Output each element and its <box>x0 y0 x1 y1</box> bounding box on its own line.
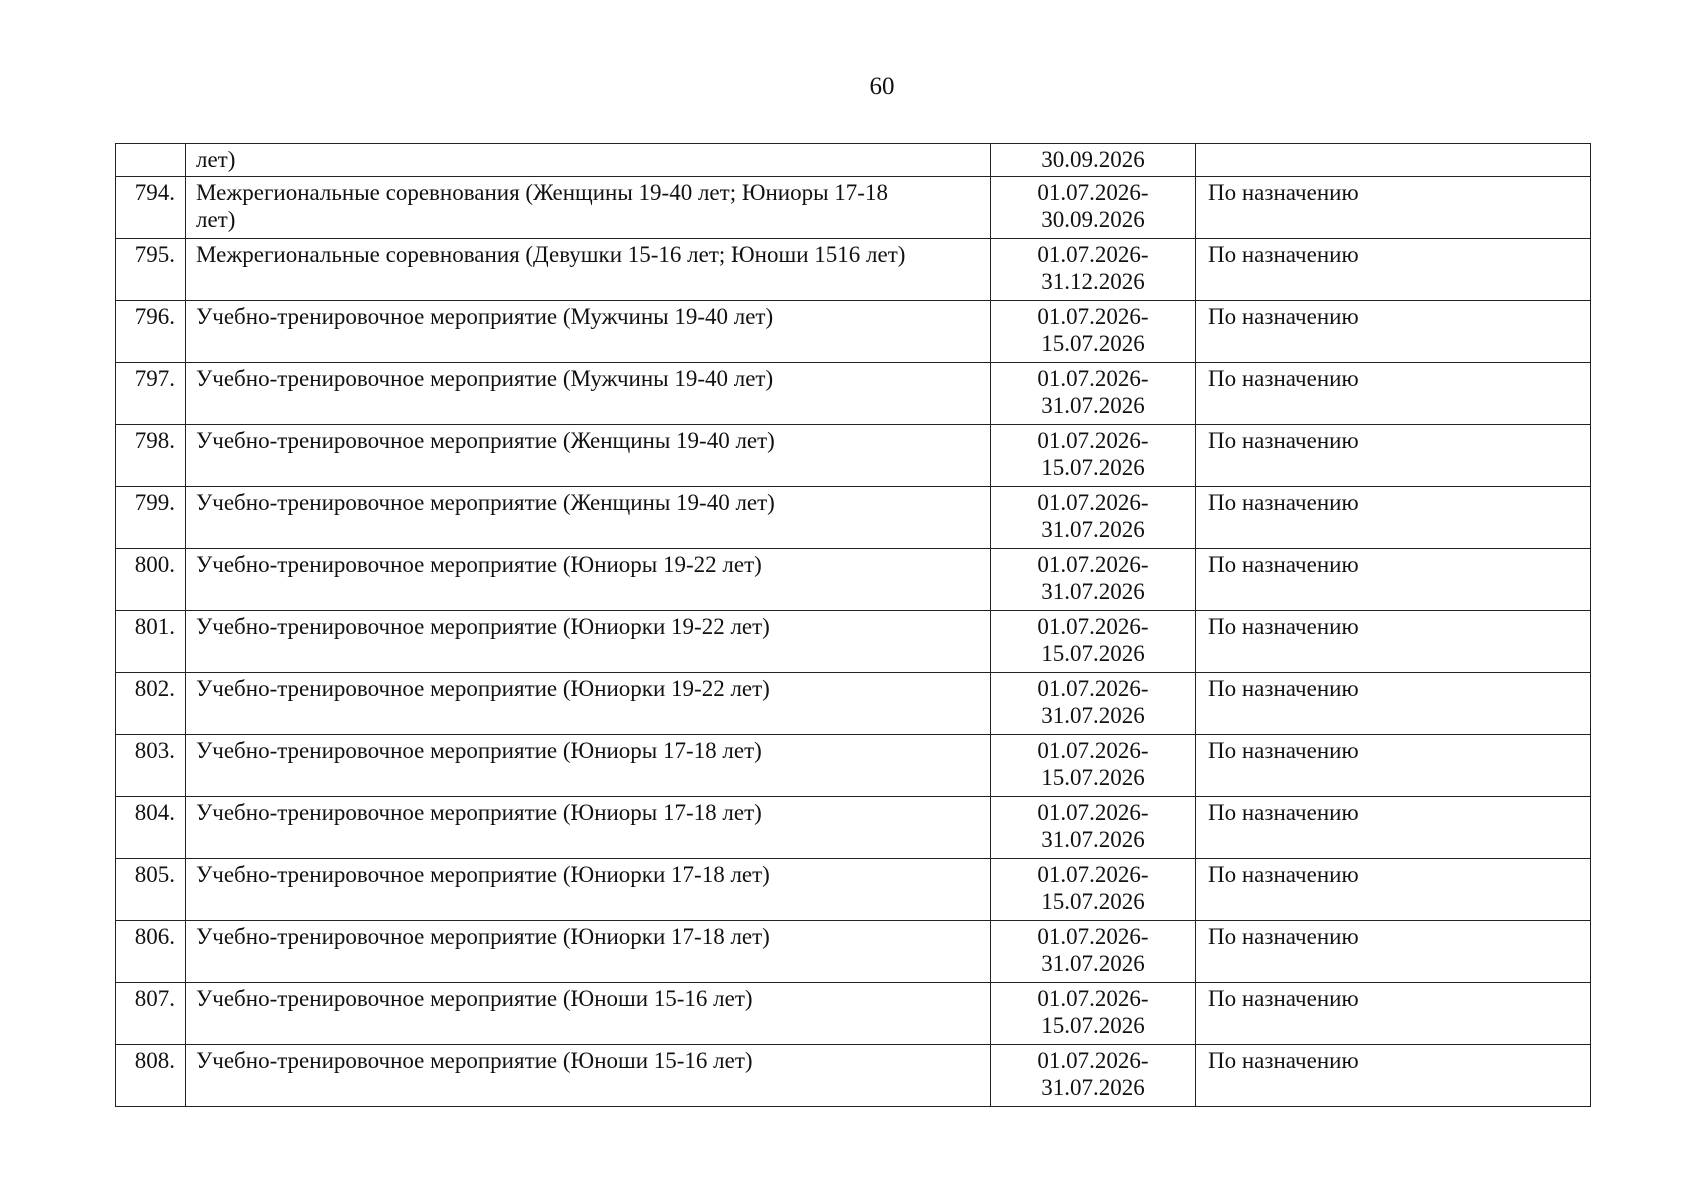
date-end: 15.07.2026 <box>1041 455 1145 480</box>
date-end: 15.07.2026 <box>1041 331 1145 356</box>
event-name-line: Учебно-тренировочное мероприятие (Юниоры 19-22 лет) <box>196 552 762 577</box>
events-table-body <box>116 144 1591 1107</box>
row-number: 802. <box>116 673 186 735</box>
event-place: По назначению <box>1196 859 1591 921</box>
table-row <box>116 1045 1591 1107</box>
table-row <box>116 673 1591 735</box>
date-start: 01.07.2026- <box>1037 180 1149 205</box>
row-number: 808. <box>116 1045 186 1107</box>
event-dates <box>991 611 1196 673</box>
event-name-line: Учебно-тренировочное мероприятие (Юниорки 19-22 лет) <box>196 676 770 701</box>
date-start: 01.07.2026- <box>1037 366 1149 391</box>
table-row <box>116 611 1591 673</box>
event-dates <box>991 487 1196 549</box>
date-end: 30.09.2026 <box>1041 207 1145 232</box>
table-row <box>116 859 1591 921</box>
table-row <box>116 549 1591 611</box>
event-place: По назначению <box>1196 673 1591 735</box>
date-end: 31.07.2026 <box>1041 393 1145 418</box>
event-place: По назначению <box>1196 239 1591 301</box>
event-dates <box>991 301 1196 363</box>
row-number: 803. <box>116 735 186 797</box>
date-end: 31.07.2026 <box>1041 703 1145 728</box>
date-end: 31.07.2026 <box>1041 1075 1145 1100</box>
date-start: 01.07.2026- <box>1037 242 1149 267</box>
table-row <box>116 177 1591 239</box>
row-number: 795. <box>116 239 186 301</box>
date-end: 31.07.2026 <box>1041 579 1145 604</box>
table-row <box>116 921 1591 983</box>
event-dates <box>991 363 1196 425</box>
event-dates <box>991 983 1196 1045</box>
row-number: 801. <box>116 611 186 673</box>
event-name <box>186 425 991 487</box>
date-start: 01.07.2026- <box>1037 986 1149 1011</box>
event-name <box>186 921 991 983</box>
event-name-line: Межрегиональные соревнования (Девушки 15-16 лет; Юноши 1516 лет) <box>196 242 906 267</box>
row-number: 796. <box>116 301 186 363</box>
events-table <box>115 143 1591 1107</box>
date-end: 15.07.2026 <box>1041 765 1145 790</box>
event-place: По назначению <box>1196 487 1591 549</box>
table-row <box>116 425 1591 487</box>
table-row <box>116 301 1591 363</box>
date-end: 31.07.2026 <box>1041 517 1145 542</box>
table-row <box>116 239 1591 301</box>
event-dates <box>991 797 1196 859</box>
event-name <box>186 797 991 859</box>
table-row <box>116 735 1591 797</box>
date-end: 31.07.2026 <box>1041 827 1145 852</box>
event-dates <box>991 425 1196 487</box>
page-number: 60 <box>869 73 895 100</box>
table-row <box>116 983 1591 1045</box>
event-name <box>186 487 991 549</box>
event-dates <box>991 859 1196 921</box>
event-place: По назначению <box>1196 983 1591 1045</box>
event-place: По назначению <box>1196 301 1591 363</box>
event-name-line: Учебно-тренировочное мероприятие (Юниоры 17-18 лет) <box>196 738 762 763</box>
event-name <box>186 363 991 425</box>
event-place: По назначению <box>1196 1045 1591 1107</box>
event-place: По назначению <box>1196 921 1591 983</box>
event-name-line: Учебно-тренировочное мероприятие (Юниорки 19-22 лет) <box>196 614 770 639</box>
event-name-line: Учебно-тренировочное мероприятие (Женщины 19-40 лет) <box>196 428 775 453</box>
event-name-line: лет) <box>196 207 236 232</box>
date-start: 01.07.2026- <box>1037 924 1149 949</box>
event-dates <box>991 144 1196 177</box>
event-name-line: Учебно-тренировочное мероприятие (Юниоры 17-18 лет) <box>196 800 762 825</box>
row-number: 797. <box>116 363 186 425</box>
event-place: По назначению <box>1196 549 1591 611</box>
table-row <box>116 363 1591 425</box>
date-end: 15.07.2026 <box>1041 641 1145 666</box>
event-name-line: Учебно-тренировочное мероприятие (Мужчины 19-40 лет) <box>196 366 774 391</box>
event-place <box>1196 144 1591 177</box>
event-name-line: Учебно-тренировочное мероприятие (Юниорки 17-18 лет) <box>196 862 770 887</box>
event-name <box>186 177 991 239</box>
event-place: По назначению <box>1196 735 1591 797</box>
event-dates <box>991 177 1196 239</box>
event-name <box>186 673 991 735</box>
date-start: 01.07.2026- <box>1037 800 1149 825</box>
event-name <box>186 301 991 363</box>
event-dates <box>991 921 1196 983</box>
date-start: 01.07.2026- <box>1037 738 1149 763</box>
event-place: По назначению <box>1196 177 1591 239</box>
event-name-line: Учебно-тренировочное мероприятие (Юноши 15-16 лет) <box>196 986 753 1011</box>
event-dates <box>991 673 1196 735</box>
event-name-line: Учебно-тренировочное мероприятие (Мужчины 19-40 лет) <box>196 304 774 329</box>
event-name: лет) <box>186 144 991 177</box>
event-name-line: Межрегиональные соревнования (Женщины 19-40 лет; Юниоры 17-18 <box>196 180 888 205</box>
row-number: 798. <box>116 425 186 487</box>
date-start: 01.07.2026- <box>1037 676 1149 701</box>
row-number: 806. <box>116 921 186 983</box>
date-end: 15.07.2026 <box>1041 889 1145 914</box>
event-name <box>186 859 991 921</box>
event-name <box>186 611 991 673</box>
event-name <box>186 983 991 1045</box>
date-start: 01.07.2026- <box>1037 614 1149 639</box>
row-number: 800. <box>116 549 186 611</box>
table-row-continuation <box>116 144 1591 177</box>
event-place: По назначению <box>1196 797 1591 859</box>
event-place: По назначению <box>1196 363 1591 425</box>
row-number: 794. <box>116 177 186 239</box>
date-start: 01.07.2026- <box>1037 428 1149 453</box>
date-start: 01.07.2026- <box>1037 862 1149 887</box>
event-place: По назначению <box>1196 425 1591 487</box>
event-dates <box>991 735 1196 797</box>
row-number: 807. <box>116 983 186 1045</box>
event-name <box>186 735 991 797</box>
row-number <box>116 144 186 177</box>
date-start: 01.07.2026- <box>1037 490 1149 515</box>
event-name <box>186 239 991 301</box>
date-end: 31.07.2026 <box>1041 951 1145 976</box>
event-name <box>186 549 991 611</box>
event-name-line: Учебно-тренировочное мероприятие (Юниорки 17-18 лет) <box>196 924 770 949</box>
date-end: 15.07.2026 <box>1041 1013 1145 1038</box>
row-number: 804. <box>116 797 186 859</box>
event-dates <box>991 549 1196 611</box>
row-number: 799. <box>116 487 186 549</box>
table-row <box>116 797 1591 859</box>
date-start: 01.07.2026- <box>1037 1048 1149 1073</box>
event-name <box>186 1045 991 1107</box>
date-end: 30.09.2026 <box>1041 147 1145 172</box>
event-name-line: Учебно-тренировочное мероприятие (Женщины 19-40 лет) <box>196 490 775 515</box>
event-name-line: Учебно-тренировочное мероприятие (Юноши 15-16 лет) <box>196 1048 753 1073</box>
event-place: По назначению <box>1196 611 1591 673</box>
date-end: 31.12.2026 <box>1041 269 1145 294</box>
table-row <box>116 487 1591 549</box>
event-dates <box>991 239 1196 301</box>
date-start: 01.07.2026- <box>1037 304 1149 329</box>
date-start: 01.07.2026- <box>1037 552 1149 577</box>
row-number: 805. <box>116 859 186 921</box>
event-dates <box>991 1045 1196 1107</box>
